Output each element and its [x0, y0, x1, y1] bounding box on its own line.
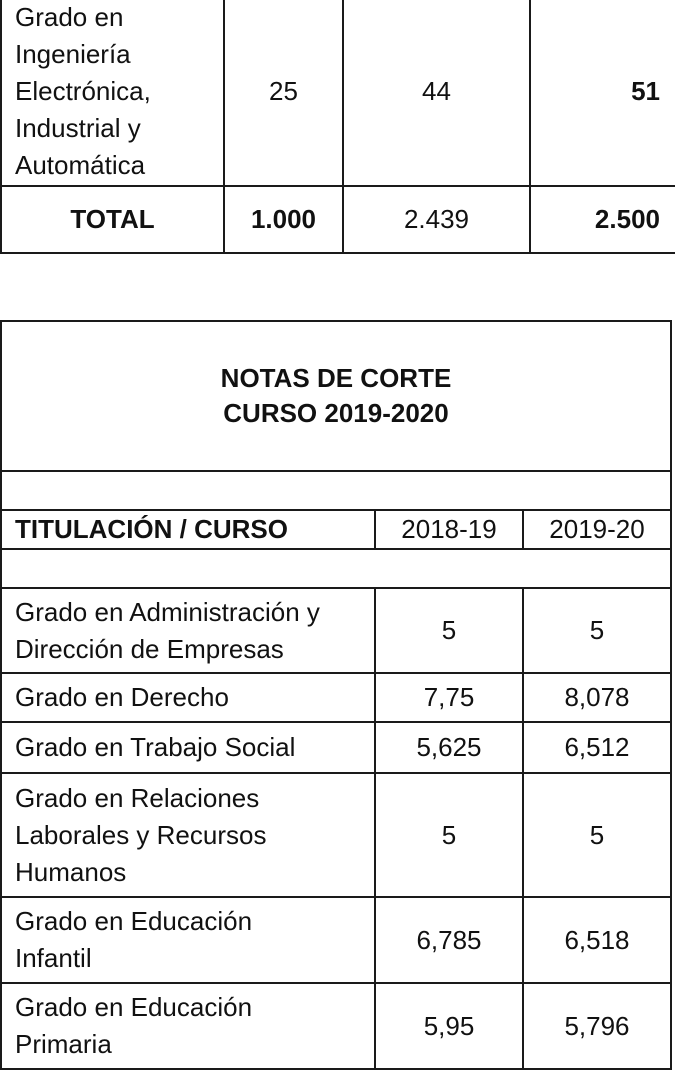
header-row	[1, 510, 671, 549]
value-cell: 8,078	[523, 673, 671, 722]
value-cell: 6,518	[523, 897, 671, 983]
spacer-row	[1, 549, 671, 588]
value-cell: 1.000	[224, 186, 343, 253]
degree-name: Grado en Derecho	[1, 673, 375, 722]
title-line-2: CURSO 2019-2020	[223, 398, 449, 428]
value-cell: 44	[343, 0, 530, 186]
degree-name: Grado en Relaciones Laborales y Recursos Humanos	[1, 773, 375, 897]
table-row	[1, 673, 671, 722]
table-row	[1, 897, 671, 983]
table-row	[1, 773, 671, 897]
notas-de-corte-table	[0, 320, 672, 1070]
value-cell: 5,95	[375, 983, 523, 1069]
value-cell: 5	[523, 588, 671, 673]
value-cell: 2.439	[343, 186, 530, 253]
value-cell: 7,75	[375, 673, 523, 722]
spacer-cell	[1, 471, 671, 510]
column-header-titulacion: TITULACIÓN / CURSO	[1, 510, 375, 549]
value-cell: 5	[523, 773, 671, 897]
degree-name: Grado en Educación Primaria	[1, 983, 375, 1069]
title-line-1: NOTAS DE CORTE	[220, 363, 452, 393]
table-row	[1, 983, 671, 1069]
table-row	[1, 588, 671, 673]
degree-name: Grado en Ingeniería Electrónica, Industrial y Automática	[1, 0, 224, 186]
value-cell: 5,796	[523, 983, 671, 1069]
value-cell: 51	[530, 0, 675, 186]
value-cell: 5,625	[375, 722, 523, 773]
value-cell: 5	[375, 588, 523, 673]
table-title-row	[1, 321, 671, 471]
spacer-cell	[1, 549, 671, 588]
degree-name: Grado en Administración y Dirección de Empresas	[1, 588, 375, 673]
total-row	[1, 186, 675, 253]
plazas-table	[0, 0, 675, 254]
column-header-year2: 2019-20	[523, 510, 671, 549]
value-cell: 5	[375, 773, 523, 897]
value-cell: 6,785	[375, 897, 523, 983]
total-label: TOTAL	[1, 186, 224, 253]
value-cell: 6,512	[523, 722, 671, 773]
table-row	[1, 0, 675, 186]
table-title	[1, 321, 671, 471]
column-header-year1: 2018-19	[375, 510, 523, 549]
spacer-row	[1, 471, 671, 510]
value-cell: 25	[224, 0, 343, 186]
degree-name: Grado en Educación Infantil	[1, 897, 375, 983]
value-cell: 2.500	[530, 186, 675, 253]
table-row	[1, 722, 671, 773]
degree-name: Grado en Trabajo Social	[1, 722, 375, 773]
